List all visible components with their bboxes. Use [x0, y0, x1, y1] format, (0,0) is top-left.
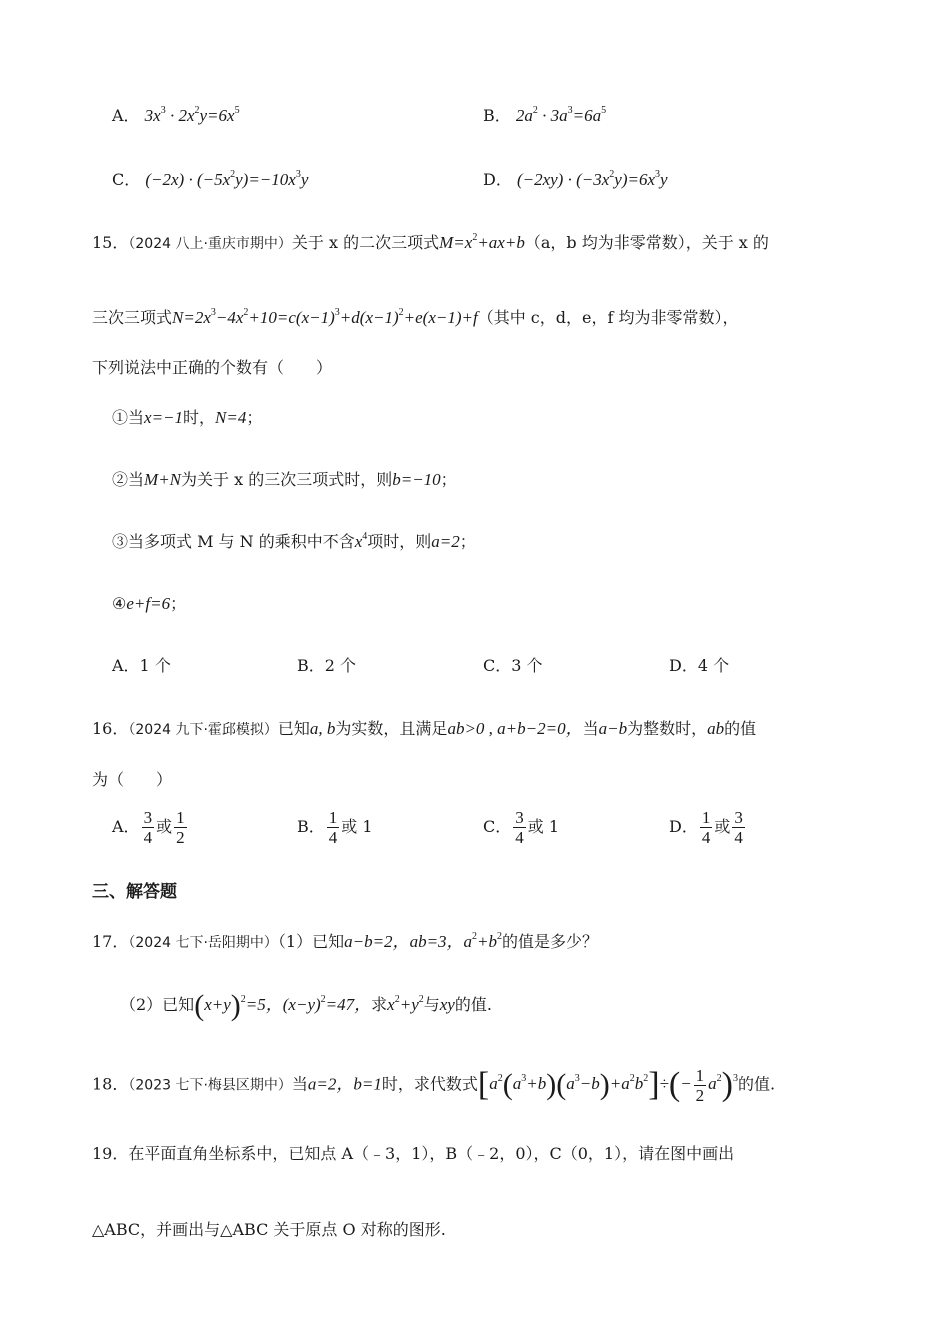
q16-text: 的值 — [724, 719, 757, 738]
q14-option-b — [483, 104, 606, 128]
q16-line2: 为（ ） — [92, 770, 173, 789]
statement-text: ； — [459, 532, 476, 551]
q16-text: 为实数，且满足 — [335, 719, 448, 738]
statement-math: M+N — [144, 470, 182, 489]
option-label: C． — [112, 170, 141, 189]
q15-text: （a，b 均为非零常数），关于 x 的 — [524, 233, 769, 252]
statement-math: $x^4$ — [354, 531, 368, 551]
q16-text: 当 — [582, 719, 599, 738]
q19-line2: △ABC，并画出与△ABC 关于原点 O 对称的图形. — [92, 1220, 446, 1239]
statement-text: ； — [170, 594, 187, 613]
q16-option-c — [483, 808, 559, 847]
question-source: （2024 八上·重庆市期中） — [128, 236, 292, 252]
question-number: 18． — [92, 1074, 129, 1094]
q15-option-c: C．3 个 — [483, 656, 543, 675]
option-label: B． — [483, 106, 511, 125]
q15-line1 — [92, 231, 769, 256]
q15-statement-1 — [112, 406, 262, 430]
fraction: $\frac{3}{4}$ — [143, 808, 153, 847]
option-label: C． — [483, 817, 512, 836]
q16-math: a, b — [309, 719, 336, 738]
option-label: A． — [112, 817, 140, 836]
option-label: D． — [483, 170, 512, 189]
q16-math: ab — [707, 719, 725, 738]
fraction: $\frac{3}{4}$ — [734, 808, 743, 847]
option-d-math: $(-2xy) \cdot (-3x^2y)=6x^3y$ — [516, 169, 668, 189]
question-source: （2023 七下·梅县区期中） — [128, 1077, 292, 1094]
q18-line — [92, 1066, 775, 1105]
q17-line2 — [120, 989, 492, 1022]
question-number: 17． — [92, 932, 129, 951]
q15-m-def: $M=x^2+ax+b$ — [439, 232, 525, 252]
q15-option-a: A．1 个 — [112, 656, 171, 675]
option-label: A． — [112, 106, 140, 125]
q17-text: 求 — [371, 995, 388, 1014]
q16-option-d — [669, 808, 747, 847]
q15-text: （其中 c，d，e，f 均为非零常数）， — [477, 308, 739, 327]
statement-math: N=4 — [215, 408, 247, 427]
q15-line3 — [92, 356, 332, 380]
q18-expression: $[a^2(a^3+b)(a^3-b)+a^2b^2]\div(-$ $\frac{1}{2}$ $a^2)^3$ — [477, 1066, 738, 1105]
q15-text: 下列说法中正确的个数有（ ） — [92, 358, 333, 377]
q16-math: ab>0 , a+b−2=0， — [447, 719, 583, 738]
q16-option-a — [112, 808, 189, 847]
option-c-math: $(-2x) \cdot (-5x^2y)=-10x^3y$ — [145, 169, 309, 189]
q15-option-b: B．2 个 — [297, 656, 357, 675]
q17-text: 与 — [423, 995, 440, 1014]
statement-mark: ③当多项式 M 与 N 的乘积中不含 — [112, 532, 355, 551]
q18-text: 的值. — [738, 1074, 776, 1094]
question-source: （2024 九下·霍邱模拟） — [128, 722, 278, 738]
q15-option-d: D．4 个 — [669, 656, 730, 675]
option-a-math: $3x^3 \cdot 2x^2y=6x^5$ — [144, 105, 240, 125]
q15-n-def: $N=2x^3-4x^2+10=c(x-1)^3+d(x-1)^2+e(x-1)+f$ — [172, 307, 478, 327]
q18-text: 时，求代数式 — [381, 1074, 478, 1094]
statement-text: 时， — [183, 408, 216, 427]
q17-math: xy — [439, 995, 455, 1014]
fraction: $\frac{1}{4}$ — [328, 808, 338, 847]
q17-math: $(x+y)^2=5$，$(x-y)^2=47$， — [194, 989, 372, 1022]
statement-text: ； — [440, 470, 457, 489]
statement-math: x=−1 — [144, 408, 184, 427]
question-number: 15． — [92, 233, 129, 252]
q17-text: 的值是多少？ — [502, 932, 599, 951]
q17-math: a−b=2，ab=3，$a^2+b^2$ — [344, 931, 503, 951]
q17-text: （2）已知 — [120, 995, 195, 1014]
question-number: 19． — [92, 1144, 129, 1163]
fraction: $\frac{1}{4}$ — [701, 808, 711, 847]
q16-text: 为整数时， — [627, 719, 708, 738]
q16-text: 已知 — [277, 719, 310, 738]
q14-option-a — [112, 104, 240, 128]
q16-line1 — [92, 717, 756, 742]
q15-statement-2 — [112, 468, 457, 492]
option-connector: 或 — [714, 817, 731, 836]
q14-option-d — [483, 168, 668, 192]
option-label: B． — [297, 817, 325, 836]
q15-text: 三次三项式 — [92, 308, 173, 327]
statement-math: b=−10 — [392, 470, 441, 489]
statement-mark: ④ — [112, 594, 127, 613]
statement-mark: ②当 — [112, 470, 145, 489]
option-connector: 或 1 — [527, 817, 560, 836]
q14-option-c — [112, 168, 308, 192]
q16-math: a−b — [598, 719, 628, 738]
question-source: （2024 七下·岳阳期中） — [128, 935, 278, 951]
section-heading: 三、解答题 — [92, 882, 177, 902]
q16-option-b — [297, 808, 373, 847]
q17-math: $x^2+y^2$ — [387, 994, 424, 1014]
q19-text: 在平面直角坐标系中，已知点 A（﹣3，1），B（﹣2，0），C（0，1），请在图中画出 — [128, 1144, 735, 1163]
statement-math: e+f=6 — [126, 594, 171, 613]
option-label: D． — [669, 817, 698, 836]
q18-math: a=2，b=1 — [307, 1074, 382, 1094]
option-connector: 或 — [156, 817, 173, 836]
q15-text: 关于 x 的二次三项式 — [291, 233, 440, 252]
fraction: $\frac{1}{2}$ — [176, 808, 185, 847]
q17-line1 — [92, 930, 598, 955]
q15-statement-4 — [112, 592, 186, 616]
q19-line1 — [92, 1142, 734, 1166]
q15-statement-3 — [112, 530, 476, 554]
q15-line2 — [92, 306, 739, 330]
statement-text: 为关于 x 的三次三项式时，则 — [181, 470, 393, 489]
q18-text: 当 — [291, 1074, 308, 1094]
q17-text: 的值. — [454, 995, 492, 1014]
option-b-math: $2a^2 \cdot 3a^3=6a^5$ — [515, 105, 607, 125]
question-number: 16． — [92, 719, 129, 738]
fraction: $\frac{3}{4}$ — [515, 808, 524, 847]
statement-text: 项时，则 — [367, 532, 432, 551]
statement-mark: ①当 — [112, 408, 145, 427]
q17-text: （1）已知 — [277, 932, 345, 951]
statement-text: ； — [246, 408, 263, 427]
option-connector: 或 1 — [341, 817, 373, 836]
statement-math: a=2 — [431, 532, 460, 551]
